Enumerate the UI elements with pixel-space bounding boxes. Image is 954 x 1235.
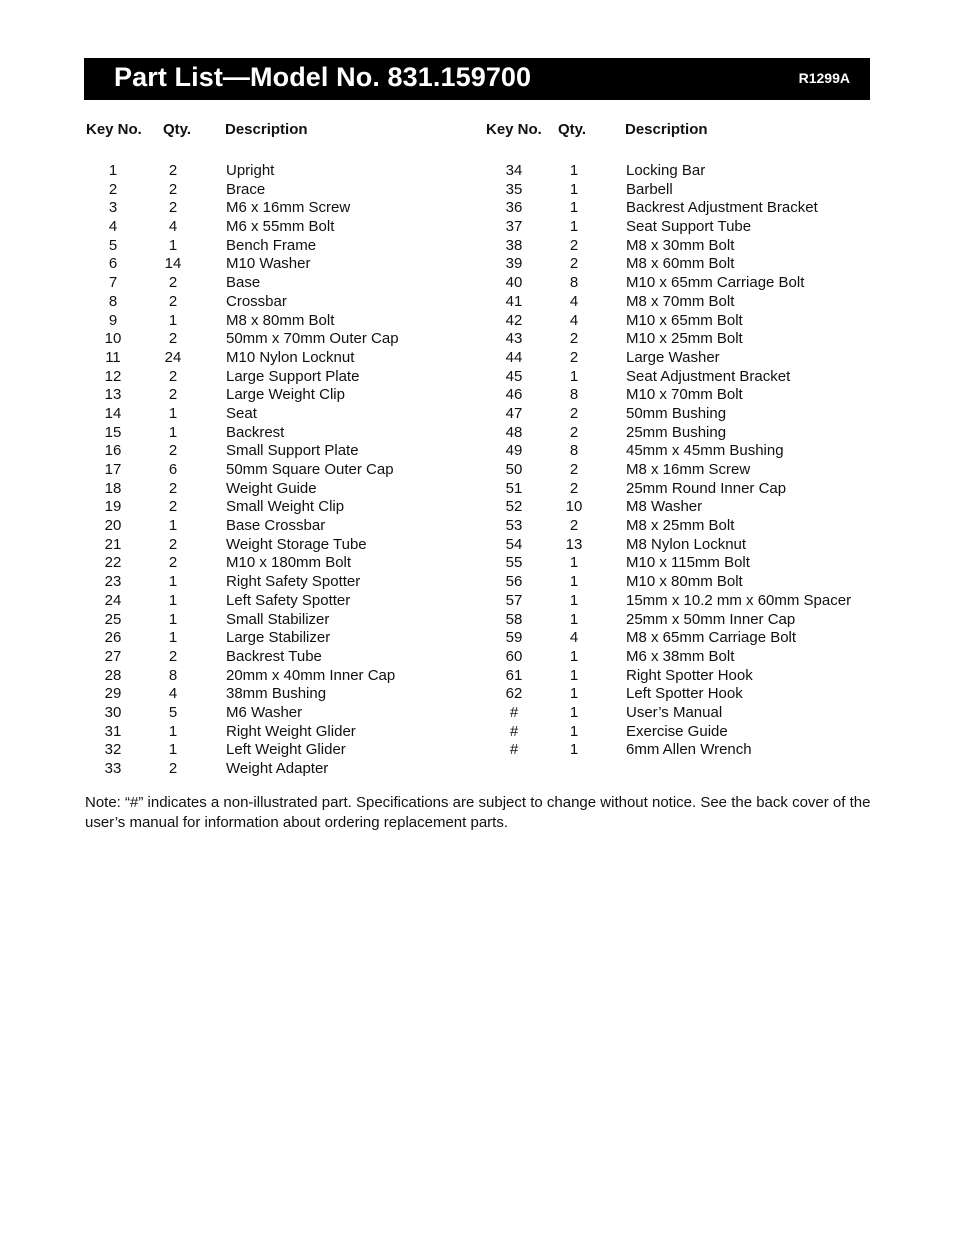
part-qty: 2 [168,479,178,497]
part-qty: 2 [168,386,178,404]
part-row [484,723,884,742]
part-key-no: # [509,741,519,759]
part-description: M8 x 65mm Carriage Bolt [626,629,797,647]
part-row [484,667,884,686]
part-row [84,498,484,517]
part-row [484,611,884,630]
part-key-no: 14 [104,404,122,422]
part-description: Left Spotter Hook [626,685,743,703]
part-qty: 1 [569,685,579,703]
part-qty: 1 [569,741,579,759]
part-row [484,312,884,331]
part-description: Backrest Tube [226,647,322,665]
column-header-qty: Qty. [163,121,192,138]
part-key-no: 35 [505,180,523,198]
part-description: M8 x 80mm Bolt [226,311,335,329]
part-row [84,237,484,256]
part-row [84,592,484,611]
part-row [484,293,884,312]
part-key-no: 40 [505,274,523,292]
part-key-no: 1 [108,162,118,179]
part-description: 50mm Square Outer Cap [226,461,394,478]
part-key-no: 11 [105,348,121,366]
part-key-no: 12 [104,367,122,385]
part-qty: 1 [569,162,579,179]
part-key-no: 37 [505,218,523,236]
part-row [84,181,484,200]
part-qty: 2 [168,274,178,292]
part-row [84,405,484,424]
part-description: M10 x 25mm Bolt [626,330,743,348]
part-row [84,274,484,293]
part-row [84,330,484,349]
part-row [84,629,484,648]
part-description: M8 x 60mm Bolt [626,255,735,273]
part-description: Small Stabilizer [226,610,330,628]
part-qty: 1 [569,647,579,665]
part-key-no: 29 [104,685,122,703]
part-qty: 4 [168,685,178,703]
part-qty: 1 [168,404,178,422]
column-header-key-no: Key No. [486,121,542,138]
part-description: M6 x 55mm Bolt [226,218,335,236]
part-qty: 24 [164,348,182,366]
part-row [484,685,884,704]
part-qty: 1 [569,180,579,198]
part-key-no: 15 [104,423,122,441]
part-row [484,629,884,648]
part-key-no: 54 [505,535,523,553]
part-description: M8 x 25mm Bolt [626,517,735,535]
column-header-qty: Qty. [558,121,587,138]
part-qty: 2 [168,554,178,572]
column-header-description: Description [225,121,308,138]
footnote: Note: “#” indicates a non-illustrated part. Specifications are subject to change without notice. See the back cover of the user’s manual for information about ordering replacement parts. [85,794,871,831]
part-qty: 1 [168,236,178,254]
part-description: Large Washer [626,348,720,366]
part-qty: 1 [168,423,178,441]
part-description: Backrest Adjustment Bracket [626,199,818,217]
part-qty: 2 [569,348,579,366]
part-qty: 5 [168,703,178,721]
part-key-no: 58 [505,610,523,628]
part-description: Right Weight Glider [226,722,356,740]
part-description: Seat Support Tube [626,218,752,236]
part-row [484,480,884,499]
column-header-key-no: Key No. [86,121,142,138]
part-row [484,274,884,293]
part-key-no: 39 [505,255,523,273]
part-key-no: 61 [505,666,523,684]
part-qty: 1 [569,722,579,740]
part-row [484,330,884,349]
part-key-no: 32 [104,741,122,759]
part-description: Exercise Guide [626,722,728,740]
part-key-no: 8 [108,292,118,310]
part-row [84,723,484,742]
part-qty: 8 [569,274,579,292]
part-qty: 1 [569,610,579,628]
part-key-no: 62 [505,685,523,703]
part-description: 25mm x 50mm Inner Cap [626,610,796,628]
part-key-no: 53 [505,517,523,535]
part-key-no: 45 [505,367,523,385]
part-qty: 2 [168,367,178,385]
part-description: 6mm Allen Wrench [626,741,752,759]
part-row [484,199,884,218]
part-description: Upright [226,162,275,179]
column-header-description: Description [625,121,708,138]
part-qty: 1 [168,722,178,740]
part-description: M8 Washer [626,498,703,516]
part-description: Brace [226,180,266,198]
part-description: M6 x 16mm Screw [226,199,351,217]
part-qty: 2 [168,292,178,310]
part-description: 20mm x 40mm Inner Cap [226,666,396,684]
part-row [84,424,484,443]
part-description: Weight Adapter [226,760,329,777]
document-code: R1299A [798,70,850,86]
part-key-no: 55 [505,554,523,572]
part-key-no: # [509,722,519,740]
part-row [484,181,884,200]
part-key-no: 60 [505,647,523,665]
part-key-no: 33 [104,760,122,777]
part-key-no: 7 [108,274,118,292]
parts-table-right [484,121,884,786]
part-row [84,293,484,312]
part-row [84,199,484,218]
part-qty: 1 [168,517,178,535]
part-key-no: 2 [108,180,118,198]
part-row [484,349,884,368]
part-description: Small Weight Clip [226,498,345,516]
part-key-no: 17 [104,461,122,478]
part-description: Bench Frame [226,236,317,254]
part-row [84,760,484,779]
part-description: M8 x 70mm Bolt [626,292,735,310]
part-description: Backrest [226,423,285,441]
part-qty: 1 [569,218,579,236]
part-key-no: 34 [505,162,523,179]
part-key-no: 41 [505,292,523,310]
part-row [484,741,884,760]
part-row [484,162,884,181]
part-row [84,461,484,480]
part-key-no: 48 [505,423,523,441]
part-description: Large Stabilizer [226,629,331,647]
part-qty: 1 [168,741,178,759]
header-bar [84,58,870,100]
part-key-no: 38 [505,236,523,254]
part-qty: 2 [569,423,579,441]
part-qty: 1 [569,573,579,591]
part-row [84,741,484,760]
part-description: 38mm Bushing [226,685,327,703]
part-key-no: # [509,703,519,721]
part-row [484,648,884,667]
part-description: Locking Bar [626,162,706,179]
part-qty: 2 [569,255,579,273]
part-qty: 1 [569,554,579,572]
part-key-no: 46 [505,386,523,404]
part-row [84,648,484,667]
part-row [484,442,884,461]
part-qty: 4 [168,218,178,236]
part-key-no: 4 [108,218,118,236]
part-row [84,536,484,555]
part-qty: 2 [569,479,579,497]
part-key-no: 16 [104,442,122,460]
part-key-no: 30 [104,703,122,721]
part-description: M10 x 115mm Bolt [626,554,750,572]
part-row [84,442,484,461]
part-qty: 6 [168,461,178,478]
part-qty: 2 [569,330,579,348]
part-key-no: 19 [104,498,122,516]
part-row [484,424,884,443]
page-title: Part List—Model No. 831.159700 [114,62,532,92]
part-key-no: 47 [505,404,523,422]
part-description: Left Weight Glider [226,741,346,759]
part-qty: 2 [569,404,579,422]
part-row [84,611,484,630]
part-key-no: 18 [104,479,122,497]
part-row [84,162,484,181]
part-row [484,536,884,555]
part-row [484,461,884,480]
part-qty: 1 [168,573,178,591]
part-qty: 2 [569,517,579,535]
part-qty: 1 [168,311,178,329]
part-description: M6 Washer [226,703,303,721]
part-description: M10 Washer [226,255,311,273]
part-description: M10 x 80mm Bolt [626,573,743,591]
part-description: M8 x 16mm Screw [626,461,751,478]
part-row [484,517,884,536]
part-row [484,498,884,517]
part-key-no: 51 [505,479,523,497]
part-qty: 2 [168,162,178,179]
part-qty: 1 [168,591,178,609]
part-qty: 1 [569,591,579,609]
part-key-no: 50 [505,461,523,478]
part-row [84,349,484,368]
part-qty: 1 [569,703,579,721]
part-key-no: 26 [104,629,122,647]
part-description: Small Support Plate [226,442,359,460]
part-qty: 2 [569,461,579,478]
part-description: M6 x 38mm Bolt [626,647,735,665]
part-key-no: 42 [505,311,523,329]
part-key-no: 57 [505,591,523,609]
part-row [84,480,484,499]
part-key-no: 43 [505,330,523,348]
part-description: M8 Nylon Locknut [626,535,747,553]
part-row [84,573,484,592]
part-row [84,218,484,237]
part-description: Large Support Plate [226,367,360,385]
part-key-no: 21 [104,535,122,553]
part-key-no: 25 [104,610,122,628]
part-key-no: 28 [104,666,122,684]
part-row [484,218,884,237]
part-qty: 2 [168,535,178,553]
part-row [484,386,884,405]
part-row [84,386,484,405]
part-description: Seat [226,404,257,422]
part-key-no: 52 [505,498,523,516]
part-qty: 8 [569,386,579,404]
part-description: Barbell [626,180,673,198]
part-key-no: 13 [104,386,122,404]
part-key-no: 10 [104,330,122,348]
part-description: M8 x 30mm Bolt [626,236,735,254]
part-description: M10 x 65mm Bolt [626,311,743,329]
part-qty: 2 [168,442,178,460]
part-description: Right Spotter Hook [626,666,753,684]
part-description: 50mm Bushing [626,404,727,422]
part-row [84,685,484,704]
part-key-no: 9 [108,311,118,329]
part-description: 15mm x 10.2 mm x 60mm Spacer [626,591,852,609]
part-key-no: 20 [104,517,122,535]
part-description: 45mm x 45mm Bushing [626,442,784,460]
part-key-no: 22 [104,554,122,572]
part-row [84,667,484,686]
part-qty: 4 [569,629,579,647]
part-key-no: 59 [505,629,523,647]
part-description: M10 x 65mm Carriage Bolt [626,274,805,292]
part-row [484,368,884,387]
part-row [84,255,484,274]
part-description: User’s Manual [626,703,723,721]
part-qty: 8 [569,442,579,460]
part-row [84,554,484,573]
part-qty: 14 [164,255,182,273]
part-row [84,517,484,536]
part-row [84,704,484,723]
part-qty: 2 [168,180,178,198]
part-row [484,592,884,611]
part-description: M10 Nylon Locknut [226,348,355,366]
part-description: Large Weight Clip [226,386,345,404]
part-qty: 2 [569,236,579,254]
part-row [484,554,884,573]
part-qty: 1 [569,367,579,385]
part-qty: 1 [168,629,178,647]
part-qty: 1 [168,610,178,628]
part-key-no: 3 [108,199,118,217]
part-key-no: 23 [104,573,122,591]
parts-list-right [484,162,884,760]
part-row [484,704,884,723]
part-description: M10 x 70mm Bolt [626,386,743,404]
part-key-no: 36 [505,199,523,217]
part-qty: 2 [168,199,178,217]
part-qty: 13 [565,535,583,553]
part-key-no: 6 [108,255,118,273]
part-qty: 8 [168,666,178,684]
part-qty: 4 [569,311,579,329]
part-key-no: 49 [505,442,523,460]
part-qty: 10 [565,498,583,516]
part-row [484,255,884,274]
part-description: Crossbar [226,292,287,310]
part-row [84,368,484,387]
part-description: Base [226,274,261,292]
part-qty: 1 [569,199,579,217]
part-description: 50mm x 70mm Outer Cap [226,330,399,348]
part-description: Weight Storage Tube [226,535,367,553]
part-key-no: 31 [104,722,122,740]
part-description: Right Safety Spotter [226,573,361,591]
part-description: Weight Guide [226,479,317,497]
part-qty: 1 [569,666,579,684]
part-description: Seat Adjustment Bracket [626,367,791,385]
part-qty: 2 [168,330,178,348]
part-qty: 2 [168,760,178,777]
parts-table-left [84,121,484,786]
part-row [484,573,884,592]
part-key-no: 24 [104,591,122,609]
part-key-no: 5 [108,236,118,254]
part-qty: 2 [168,498,178,516]
part-row [484,237,884,256]
part-description: Left Safety Spotter [226,591,351,609]
part-description: 25mm Round Inner Cap [626,479,787,497]
part-key-no: 27 [104,647,122,665]
part-key-no: 56 [505,573,523,591]
part-row [484,405,884,424]
part-row [84,312,484,331]
part-qty: 4 [569,292,579,310]
part-description: 25mm Bushing [626,423,727,441]
part-key-no: 44 [505,348,523,366]
part-description: M10 x 180mm Bolt [226,554,352,572]
part-description: Base Crossbar [226,517,326,535]
parts-list-left [84,162,484,779]
part-qty: 2 [168,647,178,665]
